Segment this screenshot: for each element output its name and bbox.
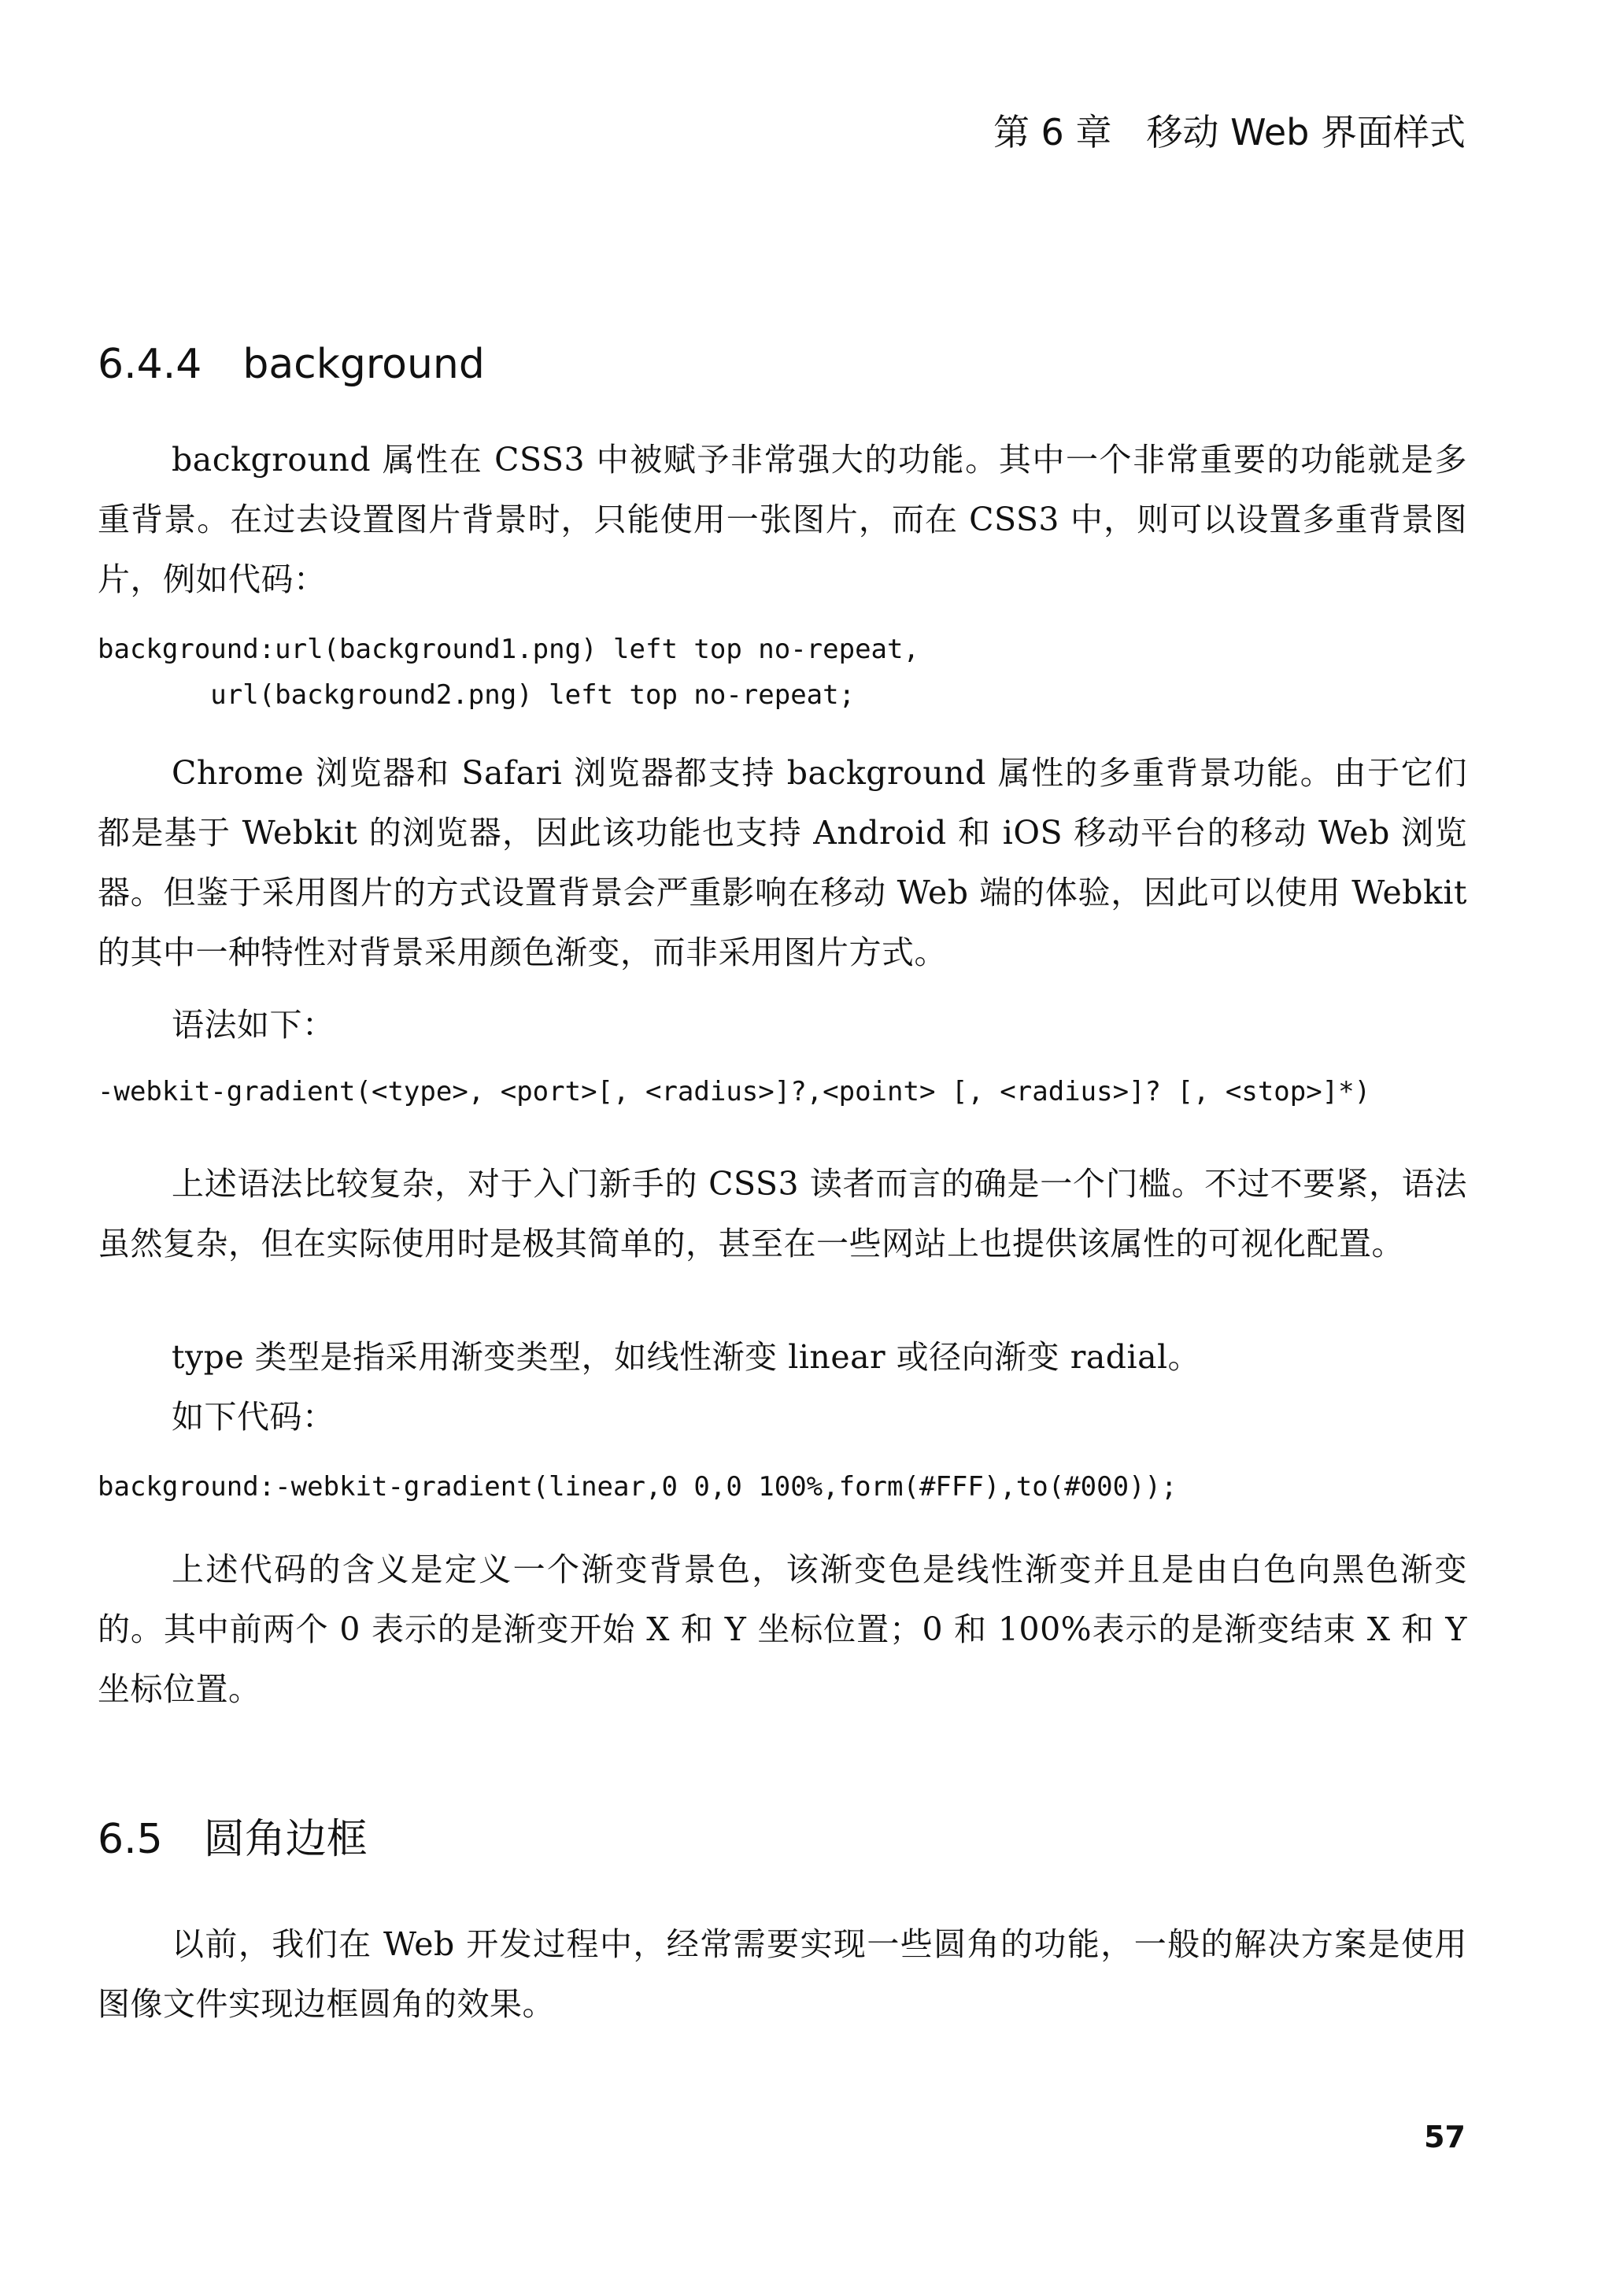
paragraph-syntax-intro: 语法如下： [172,1006,335,1044]
paragraph-gradient-type: type 类型是指采用渐变类型，如线性渐变 linear 或径向渐变 radial。 [172,1338,1201,1376]
paragraph-syntax-complexity: 上述语法比较复杂，对于入门新手的 CSS3 读者而言的确是一个门槛。不过不要紧，语法虽然复杂，但在实际使用时是极其简单的，甚至在一些网站上也提供该属性的可视化配置。 [98,1165,1467,1263]
code-block-linear-gradient: background:-webkit-gradient(linear,0 0,0 100%,form(#FFF),to(#000)); [98,1471,1178,1503]
paragraph-webkit-support: Chrome 浏览器和 Safari 浏览器都支持 background 属性的多重背景功能。由于它们都是基于 Webkit 的浏览器，因此该功能也支持 Android 和 iOS 移动平台的移动 Web 浏览器。但鉴于采用图片的方式设置背景会严重影响在移动 Web 端的体验，因此可以使用 Webkit 的其中一种特性对背景采用颜色渐变，而非采用图片方式。 [98,754,1467,971]
running-head [993,109,1466,156]
section-heading-6-4-4 [98,337,485,392]
paragraph-code-intro: 如下代码： [172,1398,335,1436]
paragraph-gradient-explanation: 上述代码的含义是定义一个渐变背景色，该渐变色是线性渐变并且是由白色向黑色渐变的。其中前两个 0 表示的是渐变开始 X 和 Y 坐标位置；0 和 100%表示的是渐变结束 X 和 Y 坐标位置。 [98,1551,1467,1708]
section-title: 圆角边框 [203,1816,368,1863]
code-block-gradient-syntax: -webkit-gradient(<type>, <port>[, <radius>]?,<point> [, <radius>]? [, <stop>]*) [98,1076,1371,1107]
chapter-label: 第 6 章 [993,111,1112,153]
code-line: url(background2.png) left top no-repeat; [98,679,856,711]
section-heading-6-5 [98,1812,368,1867]
chapter-title: 移动 Web 界面样式 [1146,111,1466,153]
section-title: background [242,341,485,388]
section-number: 6.4.4 [98,341,202,388]
page-number: 57 [1424,2120,1466,2154]
code-block-multiple-backgrounds [98,627,919,718]
section-number: 6.5 [98,1816,163,1863]
paragraph-multiple-backgrounds: background 属性在 CSS3 中被赋予非常强大的功能。其中一个非常重要的功能就是多重背景。在过去设置图片背景时，只能使用一张图片，而在 CSS3 中，则可以设置多重背景图片，例如代码： [98,441,1467,598]
paragraph-rounded-corners: 以前，我们在 Web 开发过程中，经常需要实现一些圆角的功能，一般的解决方案是使用图像文件实现边框圆角的效果。 [98,1925,1467,2023]
code-line: background:url(background1.png) left top no-repeat, [98,634,919,665]
